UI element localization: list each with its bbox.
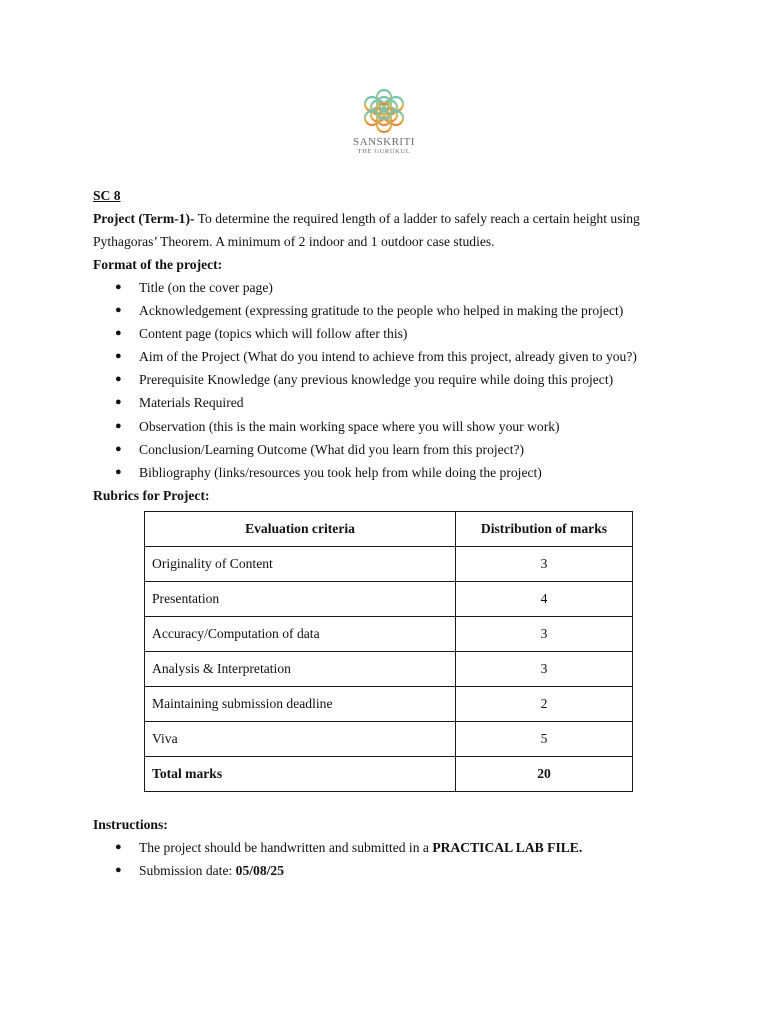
course-code: SC 8 [93,188,121,203]
column-header-criteria: Evaluation criteria [145,511,456,546]
column-header-marks: Distribution of marks [456,511,633,546]
project-line-2 [93,230,683,253]
instructions-heading-line [93,813,683,836]
list-item: ● Aim of the Project (What do you intend to achieve from this project, already given to you?) [93,345,683,368]
format-list [93,276,683,484]
instructions-list [93,836,683,882]
list-item: ● Conclusion/Learning Outcome (What did you learn from this project?) [93,438,683,461]
table-row [145,546,633,581]
logo-name: SANSKRITI [353,136,415,148]
criteria-cell: Viva [145,721,456,756]
project-text-2: Pythagoras’ Theorem. A minimum of 2 indoor and 1 outdoor case studies. [93,234,495,249]
lab-file-emphasis: PRACTICAL LAB FILE. [432,839,583,855]
instructions-heading: Instructions: [93,816,168,832]
project-label: Project (Term-1)- [93,211,195,226]
table-row [145,721,633,756]
table-row [145,651,633,686]
flower-of-life-icon [361,88,407,134]
list-item: ● Acknowledgement (expressing gratitude to the people who helped in making the project) [93,299,683,322]
project-line-1 [93,207,683,230]
list-item: ● Materials Required [93,391,683,414]
criteria-cell: Accuracy/Computation of data [145,616,456,651]
bullet-icon: ● [115,304,122,317]
bullet-icon: ● [115,863,122,876]
format-heading-line [93,253,683,276]
criteria-cell: Maintaining submission deadline [145,686,456,721]
table-header-row [145,511,633,546]
list-item: ● Bibliography (links/resources you took help from while doing the project) [93,461,683,484]
bullet-icon: ● [115,442,122,455]
list-item: ● Submission date: 05/08/25 [93,859,683,882]
marks-cell: 3 [456,616,633,651]
list-item: ● Observation (this is the main working space where you will show your work) [93,415,683,438]
bullet-icon: ● [115,396,122,409]
list-item: ● The project should be handwritten and submitted in a PRACTICAL LAB FILE. [93,836,683,859]
total-label: Total marks [145,756,456,791]
list-item: ● Content page (topics which will follow after this) [93,322,683,345]
rubrics-heading: Rubrics for Project: [93,487,210,503]
table-row [145,581,633,616]
document-body [93,184,683,882]
bullet-icon: ● [115,840,122,853]
project-text-1: To determine the required length of a ladder to safely reach a certain height using [194,211,640,226]
bullet-icon: ● [115,281,122,293]
rubric-table [144,511,633,792]
table-row [145,686,633,721]
rubrics-heading-line [93,484,683,507]
bullet-icon: ● [115,419,122,432]
total-marks: 20 [456,756,633,791]
marks-cell: 3 [456,651,633,686]
table-row [145,616,633,651]
school-logo [340,88,428,172]
list-item: ● Title (on the cover page) [93,276,683,299]
list-item: ● Prerequisite Knowledge (any previous knowledge you require while doing this project) [93,368,683,391]
criteria-cell: Originality of Content [145,546,456,581]
criteria-cell: Presentation [145,581,456,616]
marks-cell: 4 [456,581,633,616]
bullet-icon: ● [115,465,122,478]
criteria-cell: Analysis & Interpretation [145,651,456,686]
marks-cell: 2 [456,686,633,721]
bullet-icon: ● [115,327,122,340]
bullet-icon: ● [115,350,122,363]
bullet-icon: ● [115,373,122,386]
marks-cell: 5 [456,721,633,756]
total-row [145,756,633,791]
logo-subtitle: THE GURUKUL [357,148,411,155]
format-heading: Format of the project: [93,257,223,272]
course-code-line [93,184,683,207]
marks-cell: 3 [456,546,633,581]
submission-date: 05/08/25 [235,862,285,878]
